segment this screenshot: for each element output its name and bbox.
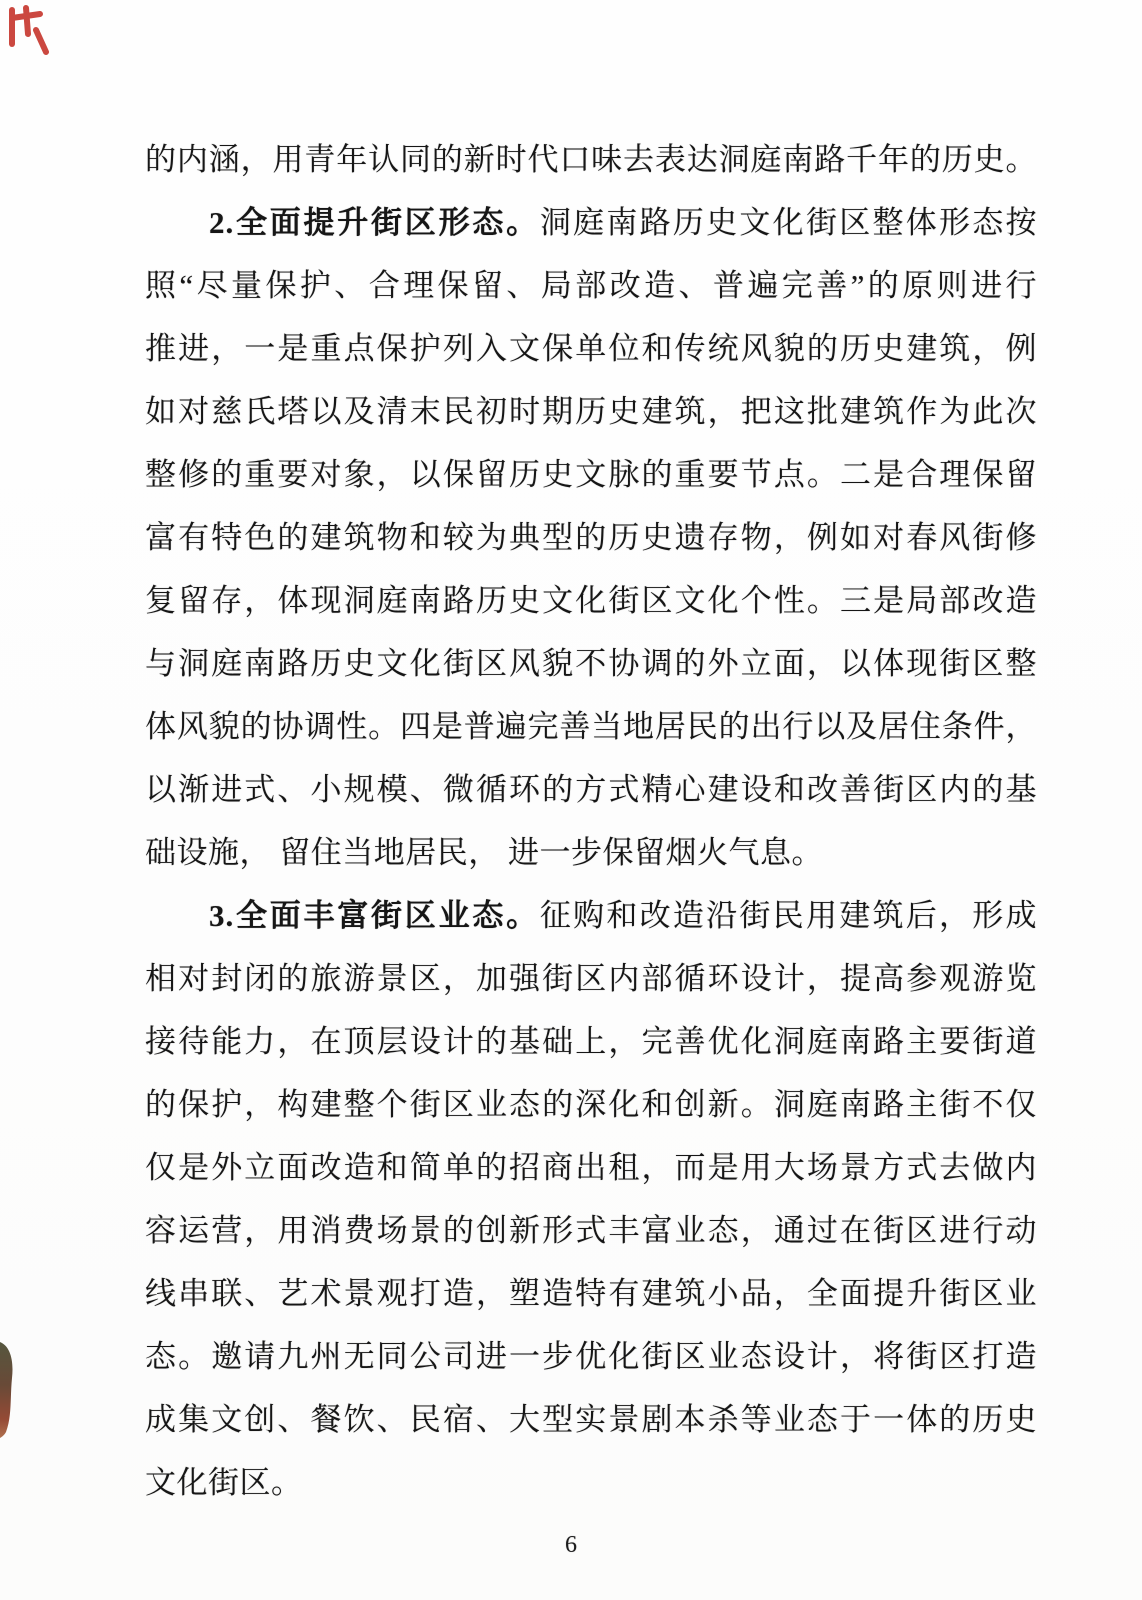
line-text: 整修的重要对象，以保留历史文脉的重要节点。二是合理保留 (145, 457, 1037, 492)
text-line (145, 1010, 1037, 1073)
text-line (145, 254, 1037, 317)
text-line (145, 1262, 1037, 1325)
text-line (145, 191, 1037, 254)
text-line (145, 884, 1037, 947)
text-line (145, 1451, 1037, 1514)
text-line (145, 947, 1037, 1010)
page-number: 6 (565, 1532, 577, 1558)
line-text: 文化街区。 (145, 1465, 303, 1500)
line-text: 态。邀请九州无同公司进一步优化街区业态设计，将街区打造 (145, 1339, 1037, 1374)
line-text: 容运营，用消费场景的创新形式丰富业态，通过在街区进行动 (145, 1213, 1037, 1248)
text-line (145, 380, 1037, 443)
line-text: 复留存，体现洞庭南路历史文化街区文化个性。三是局部改造 (145, 583, 1037, 618)
line-text: 征购和改造沿街民用建筑后，形成 (539, 898, 1038, 933)
document-body (145, 128, 1037, 1514)
line-text: 体风貌的协调性。四是普遍完善当地居民的出行以及居住条件， (145, 709, 1037, 744)
section-heading: 2.全面提升街区形态。 (209, 205, 540, 240)
line-text: 接待能力，在顶层设计的基础上，完善优化洞庭南路主要街道 (145, 1024, 1037, 1059)
text-line (145, 695, 1037, 758)
line-text: 线串联、艺术景观打造，塑造特有建筑小品，全面提升街区业 (145, 1276, 1037, 1311)
line-text: 如对慈氏塔以及清末民初时期历史建筑，把这批建筑作为此次 (145, 394, 1037, 429)
line-text: 洞庭南路历史文化街区整体形态按 (539, 205, 1038, 240)
line-text: 富有特色的建筑物和较为典型的历史遗存物，例如对春风街修 (145, 520, 1037, 555)
text-line (145, 317, 1037, 380)
section-heading: 3.全面丰富街区业态。 (209, 898, 540, 933)
text-line (145, 443, 1037, 506)
text-line (145, 506, 1037, 569)
red-seal-fragment-mark (6, 4, 54, 62)
text-line (145, 632, 1037, 695)
line-text: 的保护，构建整个街区业态的深化和创新。洞庭南路主街不仅 (145, 1087, 1037, 1122)
text-line (145, 1136, 1037, 1199)
line-text: 以渐进式、小规模、微循环的方式精心建设和改善街区内的基 (145, 772, 1037, 807)
text-line (145, 569, 1037, 632)
line-text: 与洞庭南路历史文化街区风貌不协调的外立面，以体现街区整 (145, 646, 1037, 681)
line-text: 成集文创、餐饮、民宿、大型实景剧本杀等业态于一体的历史 (145, 1402, 1037, 1437)
text-line (145, 758, 1037, 821)
line-text: 照“尽量保护、合理保留、局部改造、普遍完善”的原则进行 (145, 268, 1037, 303)
text-line (145, 128, 1037, 191)
line-text: 推进，一是重点保护列入文保单位和传统风貌的历史建筑，例 (145, 331, 1037, 366)
line-text: 相对封闭的旅游景区，加强街区内部循环设计，提高参观游览 (145, 961, 1037, 996)
text-line (145, 1199, 1037, 1262)
line-text: 仅是外立面改造和简单的招商出租，而是用大场景方式去做内 (145, 1150, 1037, 1185)
line-text: 础设施， 留住当地居民， 进一步保留烟火气息。 (145, 835, 823, 870)
text-line (145, 821, 1037, 884)
text-line (145, 1388, 1037, 1451)
line-text: 的内涵，用青年认同的新时代口味去表达洞庭南路千年的历史。 (145, 142, 1037, 177)
text-line (145, 1073, 1037, 1136)
text-line (145, 1325, 1037, 1388)
ink-smudge-mark (0, 1332, 18, 1440)
